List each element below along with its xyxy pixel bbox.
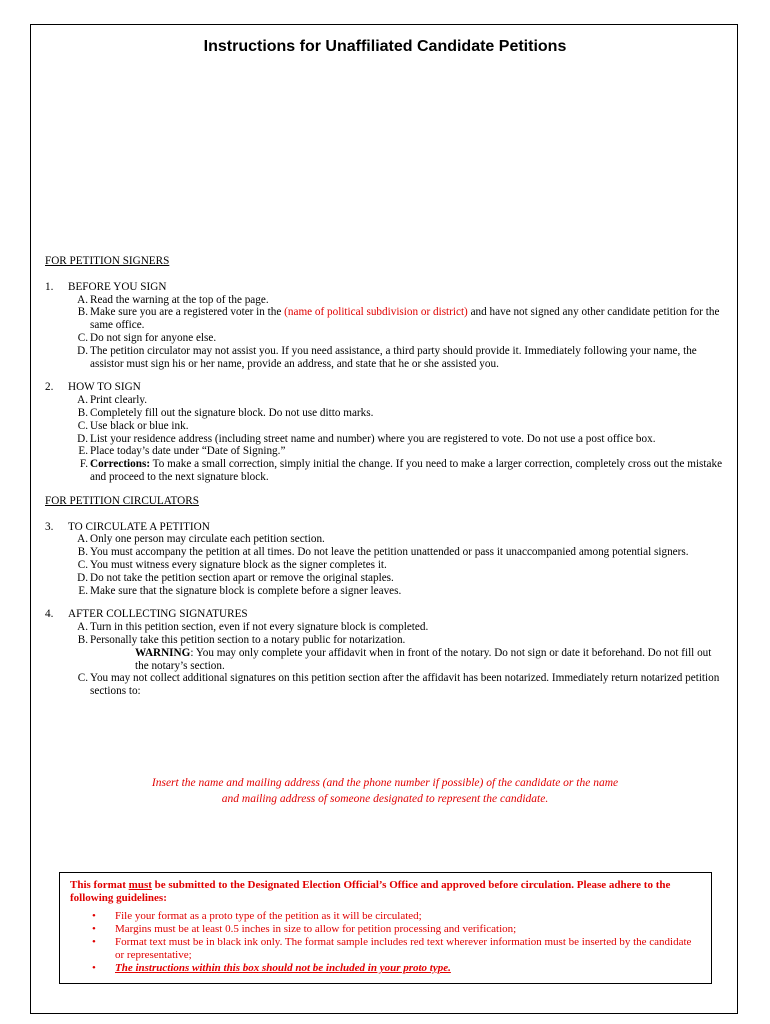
list-item: B. Completely fill out the signature block. Do not use ditto marks. [77, 406, 374, 419]
list-item: B. Make sure you are a registered voter in the (name of political subdivision or district) and have not signed any other candidate petition for the same office. [77, 306, 720, 332]
section-title: BEFORE YOU SIGN [68, 280, 167, 293]
corrections-label: Corrections: [90, 458, 151, 471]
section-number: 3. [45, 520, 54, 533]
guidelines-header: This format must be submitted to the Designated Election Official’s Office and approved before circulation. Please adhere to the following guidelines: [70, 879, 671, 904]
bullet-icon: • [92, 962, 96, 974]
section-to-circulate [45, 521, 725, 534]
section-after-collecting [45, 608, 725, 621]
list-item: D. Do not take the petition section apart or remove the original staples. [77, 571, 394, 584]
list-item: C. You may not collect additional signatures on this petition section after the affidavit has been notarized. Immediately return notarized petition sections to: [77, 672, 720, 698]
list-item: • The instructions within this box should not be included in your proto type. [92, 962, 451, 974]
list-item: A. Turn in this petition section, even if not every signature block is completed. [77, 621, 429, 634]
section-title: AFTER COLLECTING SIGNATURES [68, 608, 248, 621]
instructions-body [45, 255, 725, 698]
section-before-you-sign [45, 281, 725, 294]
page-title: Instructions for Unaffiliated Candidate Petitions [203, 38, 567, 55]
list-item: C. Use black or blue ink. [77, 419, 189, 432]
list-item: • Margins must be at least 0.5 inches in size to allow for petition processing and verification; [92, 923, 517, 935]
section-title: HOW TO SIGN [68, 381, 141, 394]
district-placeholder: (name of political subdivision or district) [284, 306, 468, 319]
section-how-to-sign [45, 381, 725, 394]
signers-heading: FOR PETITION SIGNERS [45, 255, 170, 267]
bullet-icon: • [92, 910, 96, 922]
list-item: D. The petition circulator may not assist you. If you need assistance, a third party should provide it. Immediately following your name, the assistor must sign his or her name, provide an address, and state that he or she assisted you. [77, 344, 697, 370]
section-number: 2. [45, 381, 54, 394]
list-item: C. Do not sign for anyone else. [77, 331, 217, 344]
warning-label: WARNING [135, 646, 191, 659]
list-item: B. Personally take this petition section to a notary public for notarization. [77, 633, 406, 646]
insert-address-placeholder: Insert the name and mailing address (and the phone number if possible) of the candidate or the name and mailing address of someone designated to represent the candidate. [151, 777, 619, 805]
bullet-icon: • [92, 923, 96, 935]
list-item: A. Read the warning at the top of the page. [77, 293, 269, 306]
list-item: • File your format as a proto type of the petition as it will be circulated; [92, 910, 422, 922]
section-title: TO CIRCULATE A PETITION [68, 520, 210, 533]
bullet-icon: • [92, 936, 96, 948]
list-item: F. Corrections: To make a small correction, simply initial the change. If you need to make a larger correction, completely cross out the mistake and proceed to the next signature block. [79, 458, 723, 483]
list-item: A. Only one person may circulate each petition section. [77, 533, 325, 546]
list-item: C. You must witness every signature block as the signer completes it. [77, 558, 387, 571]
circulators-heading: FOR PETITION CIRCULATORS [45, 494, 199, 507]
section-number: 1. [45, 280, 54, 293]
notary-warning: WARNING: You may only complete your affidavit when in front of the notary. Do not sign or date it beforehand. Do not fill out the notary’s section. [135, 646, 712, 672]
list-item: E. Place today’s date under “Date of Signing.” [78, 445, 286, 458]
list-item: E. Make sure that the signature block is complete before a signer leaves. [78, 584, 402, 597]
format-guidelines-box [59, 872, 712, 984]
list-item: • Format text must be in black ink only. The format sample includes red text wherever information must be inserted by the candidate or representative; [92, 936, 692, 961]
list-item: A. Print clearly. [77, 394, 148, 407]
list-item: D. List your residence address (including street name and number) where you are registered to vote. Do not use a post office box. [77, 432, 656, 445]
list-item: B. You must accompany the petition at all times. Do not leave the petition unattended or pass it unaccompanied among potential signers. [77, 546, 689, 559]
section-number: 4. [45, 608, 54, 621]
